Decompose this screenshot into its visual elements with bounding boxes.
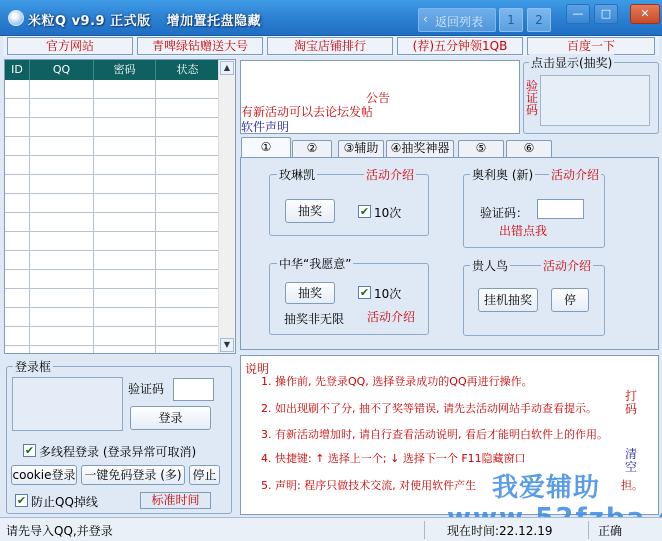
mary-kay-intro-link[interactable]: 活动介绍 — [366, 168, 415, 182]
instruction-item: 5. 声明: 程序只做技术交流, 对使用软件产生 — [261, 479, 477, 492]
captcha-image[interactable] — [540, 75, 650, 126]
app-name: 米粒Q v9.9 正式版 — [28, 14, 151, 29]
oreo-error-link[interactable]: 出错点我 — [499, 224, 548, 238]
watermark-line1: 我爱辅助 — [492, 473, 601, 503]
title-tab-1[interactable]: 1 — [499, 8, 523, 32]
scroll-up-icon[interactable]: ▲ — [220, 61, 234, 75]
tab-lottery-tool[interactable]: ④抽奖神器 — [386, 140, 454, 157]
status-bar — [0, 517, 662, 541]
table-body[interactable] — [5, 80, 220, 353]
minimize-button[interactable]: — — [566, 4, 590, 24]
instructions-title: 说明 — [245, 362, 270, 376]
login-group-title: 登录框 — [15, 360, 52, 374]
group-oreo-title: 奥利奥 (新) — [472, 168, 534, 182]
app-tagline: 增加置托盘隐藏 — [166, 14, 262, 29]
notice-line[interactable]: 有新活动可以去论坛发帖 — [241, 105, 374, 119]
oreo-captcha-label: 验证码： — [480, 206, 529, 220]
back-to-list-label: 返回列表 — [435, 15, 484, 29]
account-table[interactable] — [4, 59, 236, 354]
instruction-item: 1. 操作前, 先登录QQ, 选择登录成功的QQ再进行操作。 — [261, 375, 533, 388]
mary-kay-ten-label: 10次 — [374, 206, 402, 220]
standard-time-button[interactable]: 标准时间 — [140, 492, 211, 509]
clear-side-button[interactable]: 清空 — [625, 447, 638, 474]
tab-5[interactable]: ⑤ — [458, 140, 504, 157]
zhonghua-intro-link[interactable]: 活动介绍 — [367, 310, 416, 324]
table-scrollbar[interactable] — [218, 60, 235, 353]
app-logo-icon — [8, 10, 24, 26]
tab-6[interactable]: ⑥ — [506, 140, 552, 157]
status-divider — [424, 521, 425, 539]
login-captcha-image[interactable] — [12, 377, 123, 431]
group-zhonghua-title: 中华“我愿意” — [279, 257, 352, 271]
cookie-login-button[interactable]: cookie登录 — [11, 465, 77, 485]
stop-login-button[interactable]: 停止 — [189, 465, 220, 485]
tab-assist[interactable]: ③辅助 — [338, 140, 384, 157]
app-title — [28, 10, 277, 29]
baidu-link[interactable]: 百度一下 — [527, 37, 655, 55]
captcha-side-button[interactable]: 打码 — [625, 389, 638, 416]
instruction-item: 3. 有新活动增加时, 请自行查看活动说明, 看后才能明白软件上的作用。 — [261, 428, 608, 441]
chevron-left-icon: ‹ — [423, 12, 428, 26]
status-time: 现在时间:22.12.19 — [447, 524, 553, 538]
oreo-captcha-input[interactable] — [537, 199, 584, 219]
title-tab-2[interactable]: 2 — [527, 8, 551, 32]
login-captcha-label: 验证码 — [128, 382, 165, 396]
tab-2[interactable]: ② — [292, 140, 332, 157]
notice-title: 公告 — [366, 91, 391, 105]
instruction-item-tail: 担。 — [621, 479, 643, 492]
group-kingbird-title: 贵人鸟 — [472, 259, 509, 273]
login-captcha-input[interactable] — [173, 378, 214, 401]
table-header — [5, 60, 220, 80]
oneclick-login-button[interactable]: 一键免码登录 (多) — [81, 465, 185, 485]
software-statement-link[interactable]: 软件声明 — [241, 120, 290, 134]
status-message: 请先导入QQ,并登录 — [6, 524, 113, 538]
scroll-down-icon[interactable]: ▼ — [220, 338, 234, 352]
anti-drop-checkbox[interactable]: ✔ — [16, 494, 27, 507]
group-mary-kay-title: 玫琳凯 — [279, 168, 316, 182]
column-status[interactable]: 状态 — [156, 60, 220, 80]
taobao-rank-link[interactable]: 淘宝店铺排行 — [267, 37, 393, 55]
column-id[interactable]: ID — [5, 60, 30, 80]
column-qq[interactable]: QQ — [30, 60, 94, 80]
kingbird-intro-link[interactable]: 活动介绍 — [543, 259, 592, 273]
mary-kay-ten-checkbox[interactable]: ✔ — [359, 205, 370, 218]
hang-draw-button[interactable]: 挂机抽奖 — [478, 288, 538, 312]
free-qb-link[interactable]: (荐)五分钟领1QB — [397, 37, 523, 55]
instruction-item: 4. 快捷键: ↑ 选择上一个; ↓ 选择下一个 F11隐藏窗口 — [261, 452, 526, 465]
zhonghua-draw-button[interactable]: 抽奖 — [285, 282, 335, 304]
instruction-item: 2. 如出现刷不了分, 抽不了奖等错误, 请先去活动网站手动查看提示。 — [261, 402, 597, 415]
official-site-link[interactable]: 官方网站 — [7, 37, 133, 55]
green-diamond-link[interactable]: 青啤绿钻赠送大号 — [137, 37, 263, 55]
zhonghua-ten-label: 10次 — [374, 287, 402, 301]
maximize-button[interactable]: □ — [594, 4, 618, 24]
login-button[interactable]: 登录 — [130, 406, 211, 430]
stop-draw-button[interactable]: 停 — [551, 288, 589, 312]
multi-thread-checkbox[interactable]: ✔ — [24, 444, 35, 457]
mary-kay-draw-button[interactable]: 抽奖 — [285, 199, 335, 223]
oreo-intro-link[interactable]: 活动介绍 — [551, 168, 600, 182]
column-password[interactable]: 密码 — [94, 60, 156, 80]
close-button[interactable]: ✕ — [630, 4, 660, 24]
status-state: 正确 — [598, 524, 623, 538]
tab-1[interactable]: ① — [241, 137, 291, 158]
back-to-list-tab[interactable] — [418, 8, 496, 32]
zhonghua-ten-checkbox[interactable]: ✔ — [359, 286, 370, 299]
captcha-group-title: 点击显示(抽奖) — [531, 56, 613, 70]
anti-drop-label: 防止QQ掉线 — [31, 495, 98, 509]
captcha-label: 验证码 — [526, 79, 539, 117]
status-divider — [588, 521, 589, 539]
multi-thread-label: 多线程登录 (登录异常可取消) — [39, 445, 197, 459]
zhonghua-unlimited-label: 抽奖非无限 — [284, 312, 345, 326]
